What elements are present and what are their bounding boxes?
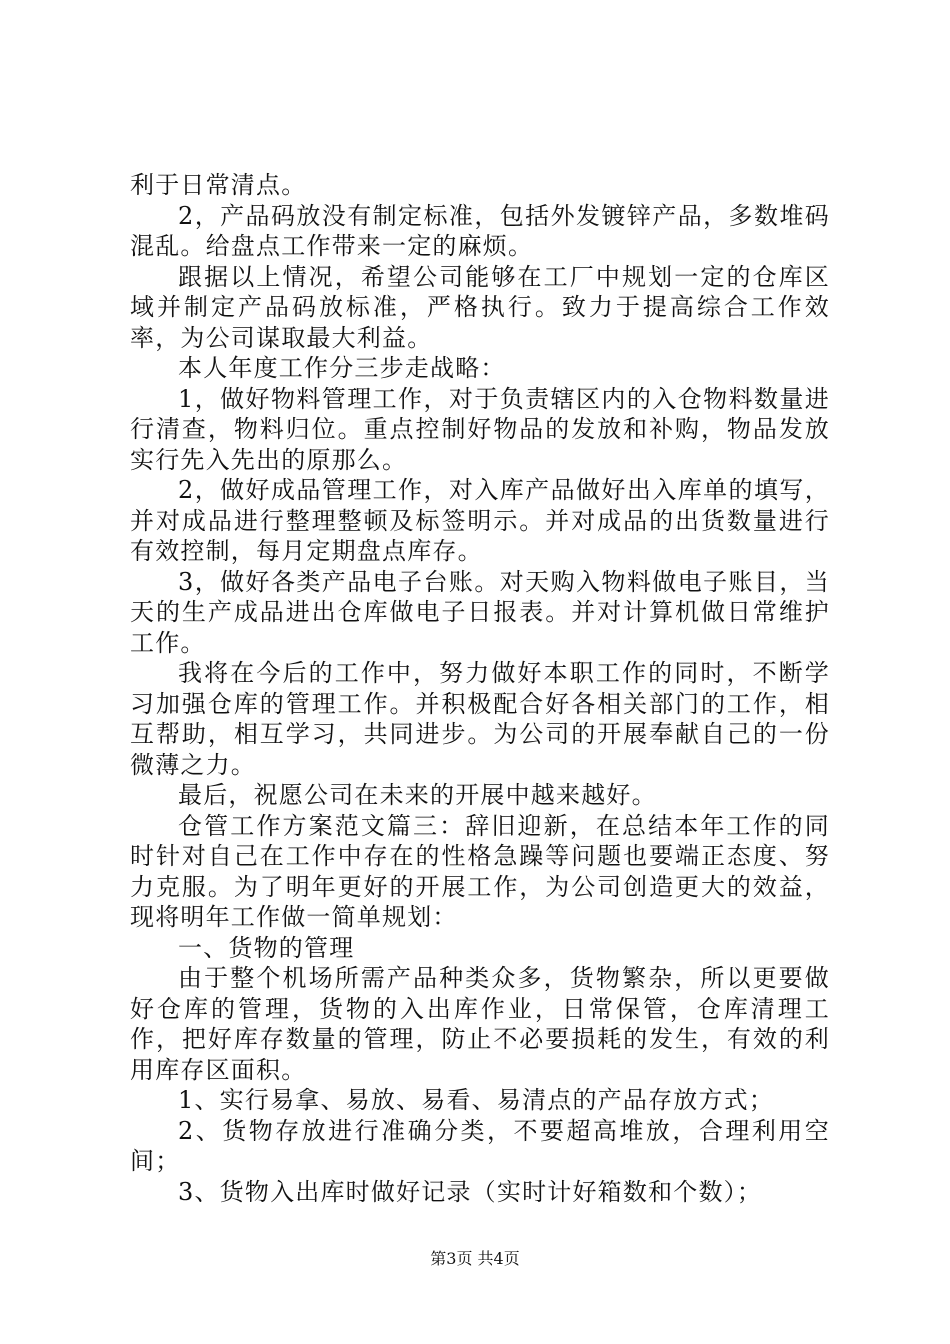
paragraph: 一、货物的管理 [178, 933, 355, 962]
paragraph: 3、货物入出库时做好记录（实时计好箱数和个数）； [178, 1177, 763, 1206]
paragraph: 本人年度工作分三步走战略： [178, 354, 506, 382]
paragraph: 2，产品码放没有制定标准，包括外发镀锌产品，多数堆码混乱。给盘点工作带来一定的麻烦。 [130, 201, 830, 260]
paragraph: 最后，祝愿公司在未来的开展中越来越好。 [178, 781, 657, 809]
paragraph: 跟据以上情况，希望公司能够在工厂中规划一定的仓库区域并制定产品码放标准，严格执行。致力于提高综合工作效率，为公司谋取最大利益。 [130, 262, 830, 352]
paragraph: 3，做好各类产品电子台账。对天购入物料做电子账目，当天的生产成品进出仓库做电子日报表。并对计算机做日常维护工作。 [130, 567, 830, 657]
paragraph: 利于日常清点。 [130, 171, 307, 199]
paragraph: 仓管工作方案范文篇三：辞旧迎新，在总结本年工作的同时针对自己在工作中存在的性格急躁等问题也要端正态度、努力克服。为了明年更好的开展工作，为公司创造更大的效益，现将明年工作做一简单规划： [130, 811, 830, 931]
paragraph: 1、实行易拿、易放、易看、易清点的产品存放方式； [178, 1086, 775, 1114]
paragraph: 我将在今后的工作中，努力做好本职工作的同时，不断学习加强仓库的管理工作。并积极配合好各相关部门的工作，相互帮助，相互学习，共同进步。为公司的开展奉献自己的一份微薄之力。 [130, 659, 830, 779]
page-footer: 第3页 共4页 [430, 1249, 520, 1268]
paragraph: 2、货物存放进行准确分类，不要超高堆放，合理利用空间； [130, 1116, 830, 1175]
document-body [130, 170, 830, 1207]
paragraph: 1，做好物料管理工作，对于负责辖区内的入仓物料数量进行清查，物料归位。重点控制好物品的发放和补购，物品发放实行先入先出的原那么。 [130, 384, 830, 474]
paragraph: 2，做好成品管理工作，对入库产品做好出入库单的填写，并对成品进行整理整顿及标签明示。并对成品的出货数量进行有效控制，每月定期盘点库存。 [130, 476, 830, 565]
paragraph: 由于整个机场所需产品种类众多，货物繁杂，所以更要做好仓库的管理，货物的入出库作业，日常保管，仓库清理工作，把好库存数量的管理，防止不必要损耗的发生，有效的利用库存区面积。 [130, 964, 830, 1084]
